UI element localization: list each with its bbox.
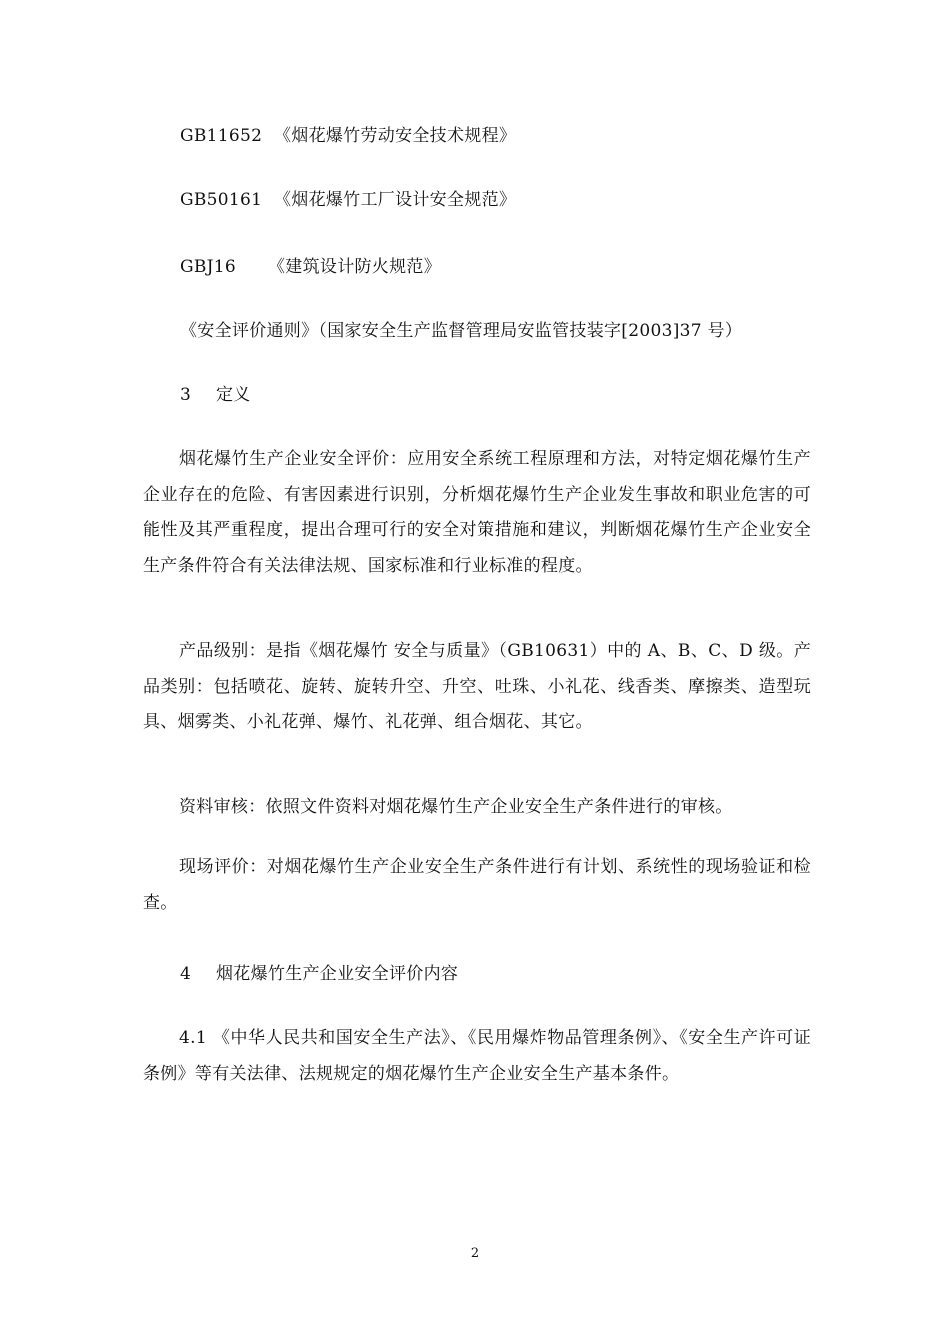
clause-4-1: 4.1 《中华人民共和国安全生产法》、《民用爆炸物品管理条例》、《安全生产许可证条例》等有关法律、法规规定的烟花爆竹生产企业安全生产基本条件。: [143, 1028, 811, 1084]
definition-document-review: 资料审核：依照文件资料对烟花爆竹生产企业安全生产条件进行的审核。: [179, 797, 733, 817]
page-number: 2: [470, 1246, 480, 1261]
reference-item: [180, 125, 516, 147]
reference-item: [180, 189, 516, 211]
definition-product-grade: 产品级别：是指《烟花爆竹 安全与质量》（GB10631）中的 A、B、C、D 级。产品类别：包括喷花、旋转、旋转升空、升空、吐珠、小礼花、线香类、摩擦类、造型玩具、烟雾类、小礼花弹、爆竹、礼花弹、组合烟花、其它。: [143, 641, 811, 732]
section-title: 定义: [216, 385, 251, 405]
definition-site-evaluation: 现场评价：对烟花爆竹生产企业安全生产条件进行有计划、系统性的现场验证和检查。: [143, 857, 811, 913]
reference-title: 《安全评价通则》（国家安全生产监督管理局安监管技装字[2003]37 号）: [180, 321, 743, 341]
reference-title: 《建筑设计防火规范》: [268, 257, 441, 277]
reference-title: 《烟花爆竹工厂设计安全规范》: [273, 190, 517, 210]
reference-code: GB11652: [180, 126, 263, 146]
reference-code: GBJ16: [180, 257, 237, 277]
reference-item: [180, 320, 742, 342]
reference-item: [180, 256, 441, 278]
section-heading: [180, 963, 458, 985]
reference-code: GB50161: [180, 190, 263, 210]
section-number: 4: [180, 964, 192, 984]
section-number: 3: [180, 385, 192, 405]
definition-safety-evaluation: 烟花爆竹生产企业安全评价：应用安全系统工程原理和方法，对特定烟花爆竹生产企业存在的危险、有害因素进行识别，分析烟花爆竹生产企业发生事故和职业危害的可能性及其严重程度，提出合理可行的安全对策措施和建议，判断烟花爆竹生产企业安全生产条件符合有关法律法规、国家标准和行业标准的程度。: [143, 449, 811, 576]
section-title: 烟花爆竹生产企业安全评价内容: [216, 964, 459, 984]
section-heading: [180, 384, 251, 406]
reference-title: 《烟花爆竹劳动安全技术规程》: [273, 126, 517, 146]
